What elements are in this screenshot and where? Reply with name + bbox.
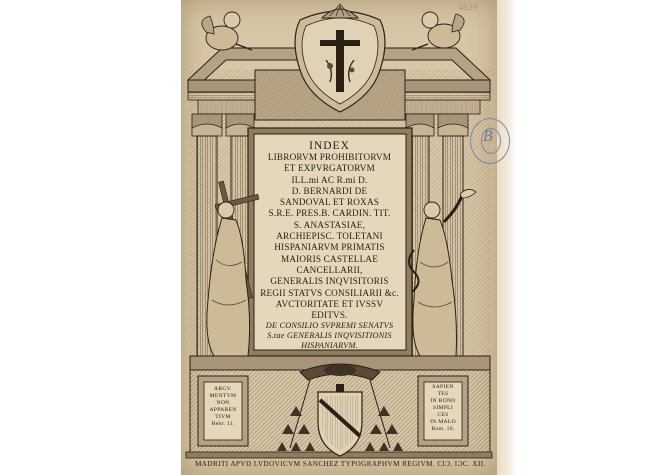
title-line: AVCTORITATE ET IVSSV [275, 298, 384, 309]
title-line: GENERALIS INQVISITORIS [270, 276, 389, 287]
cherub-right-icon [412, 12, 464, 50]
plinth-right-line: TES [437, 391, 449, 397]
title-line: INDEX [309, 140, 350, 152]
plinth-left-line: Hebr. 11. [211, 421, 235, 427]
title-line: SANDOVAL ET ROXAS [279, 197, 380, 208]
plinth-left-line: APPAREN [209, 407, 237, 413]
plinth-right-line: Rom. 16. [431, 426, 455, 432]
subtitle-line: S.tae GENERALIS INQVISITIONIS [267, 331, 392, 341]
plinth-left-inscription [204, 386, 242, 428]
plinth-right-line: SAPIEN [432, 384, 454, 390]
plinth-left-line: MENTVM [209, 393, 237, 399]
title-line: S.R.E. PRES.B. CARDIN. TIT. [268, 208, 391, 219]
imprint-line: MADRITI APVD LVDOVICVM SANCHEZ TYPOGRAPHVM REGIVM. CIƆ. IƆC. XII. [195, 460, 486, 468]
plinth-right-line: IN BONO [430, 398, 456, 404]
title-line: HISPANIARVM PRIMATIS [274, 242, 385, 253]
plinth-right-inscription [424, 384, 462, 433]
plinth-right-line: CES [437, 412, 449, 418]
title-line: ARCHIEPISC. TOLETANI [276, 231, 383, 242]
title-line: REGII STATVS CONSILIARII &c. [260, 287, 399, 298]
title-line: EDITVS. [311, 310, 348, 321]
plinth-left-line: TIVM [215, 414, 231, 420]
title-line: CANCELLARII, [296, 264, 363, 275]
title-line: LIBRORVM PROHIBITORVM [267, 152, 392, 162]
cherub-left-icon [202, 12, 252, 50]
title-text-panel [257, 140, 402, 350]
title-line: S. ANASTASIAE, [293, 219, 366, 230]
plinth-right-line: IN MALO [430, 419, 456, 425]
plinth-right-line: SIMPLI [432, 405, 454, 411]
title-line: D. BERNARDI DE [291, 185, 368, 196]
stamp-letter: B [483, 128, 493, 145]
title-line: ILL.mi AC R.mi D. [291, 174, 368, 185]
subtitle-line: DE CONSILIO SVPREMI SENATVS [265, 321, 394, 331]
title-line: MAIORIS CASTELLAE [280, 253, 379, 264]
subtitle-line: HISPANIARVM. [301, 341, 358, 351]
plinth-left-line: ARGV. [213, 386, 233, 392]
plinth-left-line: NON [216, 400, 230, 406]
library-number: 4829 [458, 2, 478, 12]
title-line: ET EXPVRGATORVM [283, 163, 375, 174]
